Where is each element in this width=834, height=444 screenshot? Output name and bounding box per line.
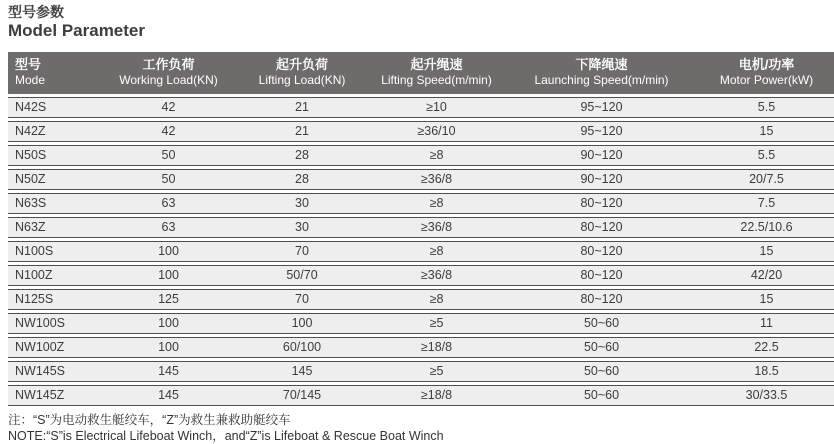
table-cell: ≥36/8 xyxy=(369,265,504,286)
model-cell: N42S xyxy=(8,97,102,118)
table-cell: 28 xyxy=(235,145,369,166)
table-cell: 20/7.5 xyxy=(699,169,834,190)
model-cell: N63Z xyxy=(8,217,102,238)
table-cell: 28 xyxy=(235,169,369,190)
table-row xyxy=(8,217,834,238)
model-cell: N50Z xyxy=(8,169,102,190)
table-cell: 70/145 xyxy=(235,385,369,406)
table-cell: 50~60 xyxy=(504,385,699,406)
table-row xyxy=(8,121,834,142)
model-cell: N63S xyxy=(8,193,102,214)
table-cell: 7.5 xyxy=(699,193,834,214)
table-cell: 15 xyxy=(699,241,834,262)
column-header-zh: 工作负荷 xyxy=(142,57,195,72)
model-parameter-table xyxy=(8,49,834,409)
notes-block xyxy=(8,412,827,444)
model-cell: N100Z xyxy=(8,265,102,286)
table-cell: 63 xyxy=(102,217,235,238)
table-cell: 50 xyxy=(102,169,235,190)
table-cell: ≥8 xyxy=(369,289,504,310)
table-cell: 145 xyxy=(102,361,235,382)
table-cell: 50~60 xyxy=(504,337,699,358)
table-body xyxy=(8,97,834,406)
table-row xyxy=(8,265,834,286)
column-header-mode xyxy=(8,52,102,94)
model-cell: N42Z xyxy=(8,121,102,142)
model-cell: NW145Z xyxy=(8,385,102,406)
table-header-row xyxy=(8,52,834,94)
table-cell: 30 xyxy=(235,217,369,238)
model-cell: NW100S xyxy=(8,313,102,334)
column-header-working-load-kn xyxy=(102,52,235,94)
table-cell: ≥36/10 xyxy=(369,121,504,142)
table-cell: 21 xyxy=(235,97,369,118)
table-cell: 100 xyxy=(102,265,235,286)
table-row xyxy=(8,241,834,262)
note-zh: 注：“S”为电动救生艇绞车，“Z”为救生兼救助艇绞车 xyxy=(8,413,291,427)
table-row xyxy=(8,289,834,310)
table-cell: 50/70 xyxy=(235,265,369,286)
table-cell: ≥8 xyxy=(369,193,504,214)
table-cell: 5.5 xyxy=(699,145,834,166)
table-cell: 18.5 xyxy=(699,361,834,382)
page-title-zh: 型号参数 xyxy=(8,4,64,20)
column-header-en: Lifting Speed(m/min) xyxy=(381,73,492,87)
column-header-zh: 起升负荷 xyxy=(275,57,328,72)
table-cell: 63 xyxy=(102,193,235,214)
model-cell: N100S xyxy=(8,241,102,262)
table-cell: ≥18/8 xyxy=(369,337,504,358)
table-cell: ≥5 xyxy=(369,313,504,334)
model-cell: NW100Z xyxy=(8,337,102,358)
table-cell: 42 xyxy=(102,97,235,118)
column-header-en: Mode xyxy=(15,73,46,87)
table-row xyxy=(8,313,834,334)
table-cell: 30/33.5 xyxy=(699,385,834,406)
column-header-lifting-speed-m-min xyxy=(369,52,504,94)
column-header-zh: 起升绳速 xyxy=(410,57,463,72)
table-cell: 11 xyxy=(699,313,834,334)
table-cell: 22.5 xyxy=(699,337,834,358)
column-header-zh: 型号 xyxy=(15,57,42,72)
table-cell: 50~60 xyxy=(504,361,699,382)
column-header-en: Lifting Load(KN) xyxy=(258,73,346,87)
table-cell: 80~120 xyxy=(504,193,699,214)
table-cell: 42/20 xyxy=(699,265,834,286)
model-cell: NW145S xyxy=(8,361,102,382)
table-cell: 80~120 xyxy=(504,241,699,262)
table-row xyxy=(8,385,834,406)
model-cell: N125S xyxy=(8,289,102,310)
table-cell: 60/100 xyxy=(235,337,369,358)
page-title-en: Model Parameter xyxy=(8,21,145,40)
column-header-lifting-load-kn xyxy=(235,52,369,94)
table-cell: 22.5/10.6 xyxy=(699,217,834,238)
table-cell: 100 xyxy=(102,313,235,334)
column-header-zh: 电机/功率 xyxy=(738,57,795,72)
table-cell: 50 xyxy=(102,145,235,166)
table-cell: ≥18/8 xyxy=(369,385,504,406)
table-cell: 100 xyxy=(102,241,235,262)
table-cell: 70 xyxy=(235,289,369,310)
column-header-en: Working Load(KN) xyxy=(119,73,218,87)
table-cell: 21 xyxy=(235,121,369,142)
table-cell: 95~120 xyxy=(504,97,699,118)
table-row xyxy=(8,145,834,166)
table-cell: 100 xyxy=(235,313,369,334)
column-header-motor-power-kw xyxy=(699,52,834,94)
table-cell: 80~120 xyxy=(504,289,699,310)
table-cell: 5.5 xyxy=(699,97,834,118)
table-cell: ≥36/8 xyxy=(369,217,504,238)
table-cell: ≥10 xyxy=(369,97,504,118)
table-cell: 15 xyxy=(699,121,834,142)
table-cell: 70 xyxy=(235,241,369,262)
table-cell: ≥5 xyxy=(369,361,504,382)
table-row xyxy=(8,337,834,358)
table-row xyxy=(8,361,834,382)
model-cell: N50S xyxy=(8,145,102,166)
table-cell: 145 xyxy=(235,361,369,382)
table-cell: ≥8 xyxy=(369,145,504,166)
table-cell: 15 xyxy=(699,289,834,310)
note-en: NOTE:“S”is Electrical Lifeboat Winch，and“Z”is Lifeboat & Rescue Boat Winch xyxy=(8,429,444,443)
table-cell: 145 xyxy=(102,385,235,406)
table-header xyxy=(8,52,834,94)
table-cell: 100 xyxy=(102,337,235,358)
table-cell: 80~120 xyxy=(504,265,699,286)
column-header-zh: 下降绳速 xyxy=(575,57,628,72)
table-row xyxy=(8,193,834,214)
table-cell: 50~60 xyxy=(504,313,699,334)
column-header-en: Motor Power(kW) xyxy=(719,73,814,87)
table-cell: 90~120 xyxy=(504,145,699,166)
table-cell: 30 xyxy=(235,193,369,214)
table-cell: 90~120 xyxy=(504,169,699,190)
table-cell: 80~120 xyxy=(504,217,699,238)
table-cell: ≥36/8 xyxy=(369,169,504,190)
table-row xyxy=(8,97,834,118)
table-cell: ≥8 xyxy=(369,241,504,262)
table-row xyxy=(8,169,834,190)
column-header-en: Launching Speed(m/min) xyxy=(534,73,669,87)
table-cell: 95~120 xyxy=(504,121,699,142)
column-header-launching-speed-m-min xyxy=(504,52,699,94)
table-cell: 42 xyxy=(102,121,235,142)
table-cell: 125 xyxy=(102,289,235,310)
